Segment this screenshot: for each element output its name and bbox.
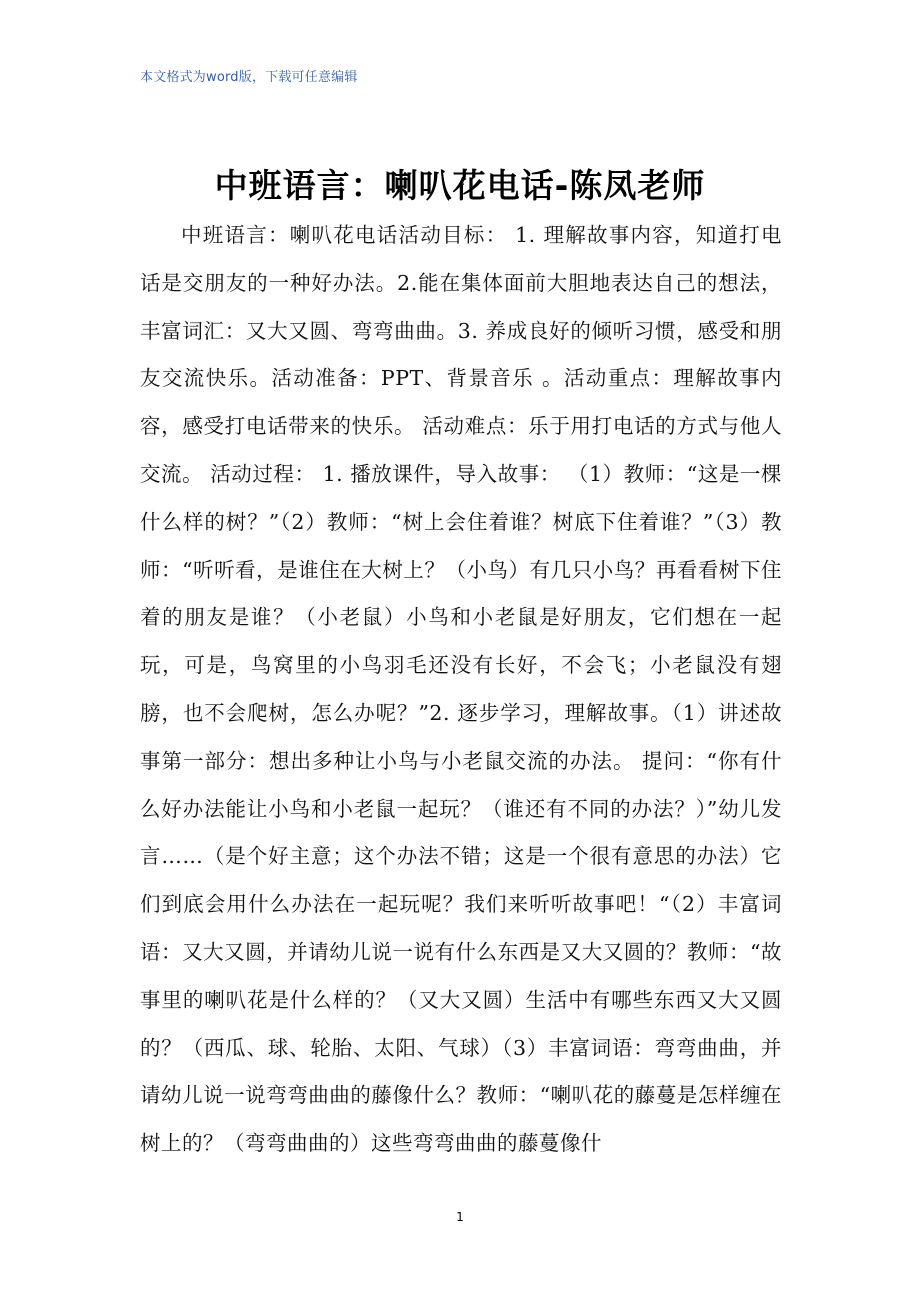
page-title: 中班语言：喇叭花电话-陈凤老师 — [214, 166, 706, 206]
page-number: 1 — [456, 1210, 464, 1224]
body-paragraph: 中班语言：喇叭花电话活动目标： 1. 理解故事内容，知道打电话是交朋友的一种好办法。2.能在集体面前大胆地表达自己的想法，丰富词汇：又大又圆、弯弯曲曲。3. 养成良好的倾听习惯，感受和朋友交流快乐。活动准备：PPT、背景音乐 。活动重点：理解故事内容，感受打电话带来的快乐。 活动难点：乐于用打电话的方式与他人交流。 活动过程： 1. 播放课件，导入故事： （1）教师：“这是一棵什么样的树？”（2）教师：“树上会住着谁？树底下住着谁？”（3）教师：“听听看，是谁住在大树上？（小鸟）有几只小鸟？再看看树下住着的朋友是谁？（小老鼠）小鸟和小老鼠是好朋友，它们想在一起玩，可是，鸟窝里的小鸟羽毛还没有长好，不会飞；小老鼠没有翅膀，也不会爬树，怎么办呢？”2. 逐步学习，理解故事。（1）讲述故事第一部分：想出多种让小鸟与小老鼠交流的办法。 提问：“你有什么好办法能让小鸟和小老鼠一起玩？（谁还有不同的办法？）”幼儿发言……（是个好主意；这个办法不错；这是一个很有意思的办法）它们到底会用什么办法在一起玩呢？我们来听听故事吧！“（2）丰富词语：又大又圆，并请幼儿说一说有什么东西是又大又圆的？教师：“故事里的喇叭花是什么样的？（又大又圆）生活中有哪些东西又大又圆的？（西瓜、球、轮胎、太阳、气球）（3）丰富词语：弯弯曲曲，并请幼儿说一说弯弯曲曲的藤像什么？教师：“喇叭花的藤蔓是怎样缠在树上的？（弯弯曲曲的）这些弯弯曲曲的藤蔓像什 — [140, 223, 782, 1156]
header-note: 本文格式为word版，下载可任意编辑 — [140, 70, 358, 85]
